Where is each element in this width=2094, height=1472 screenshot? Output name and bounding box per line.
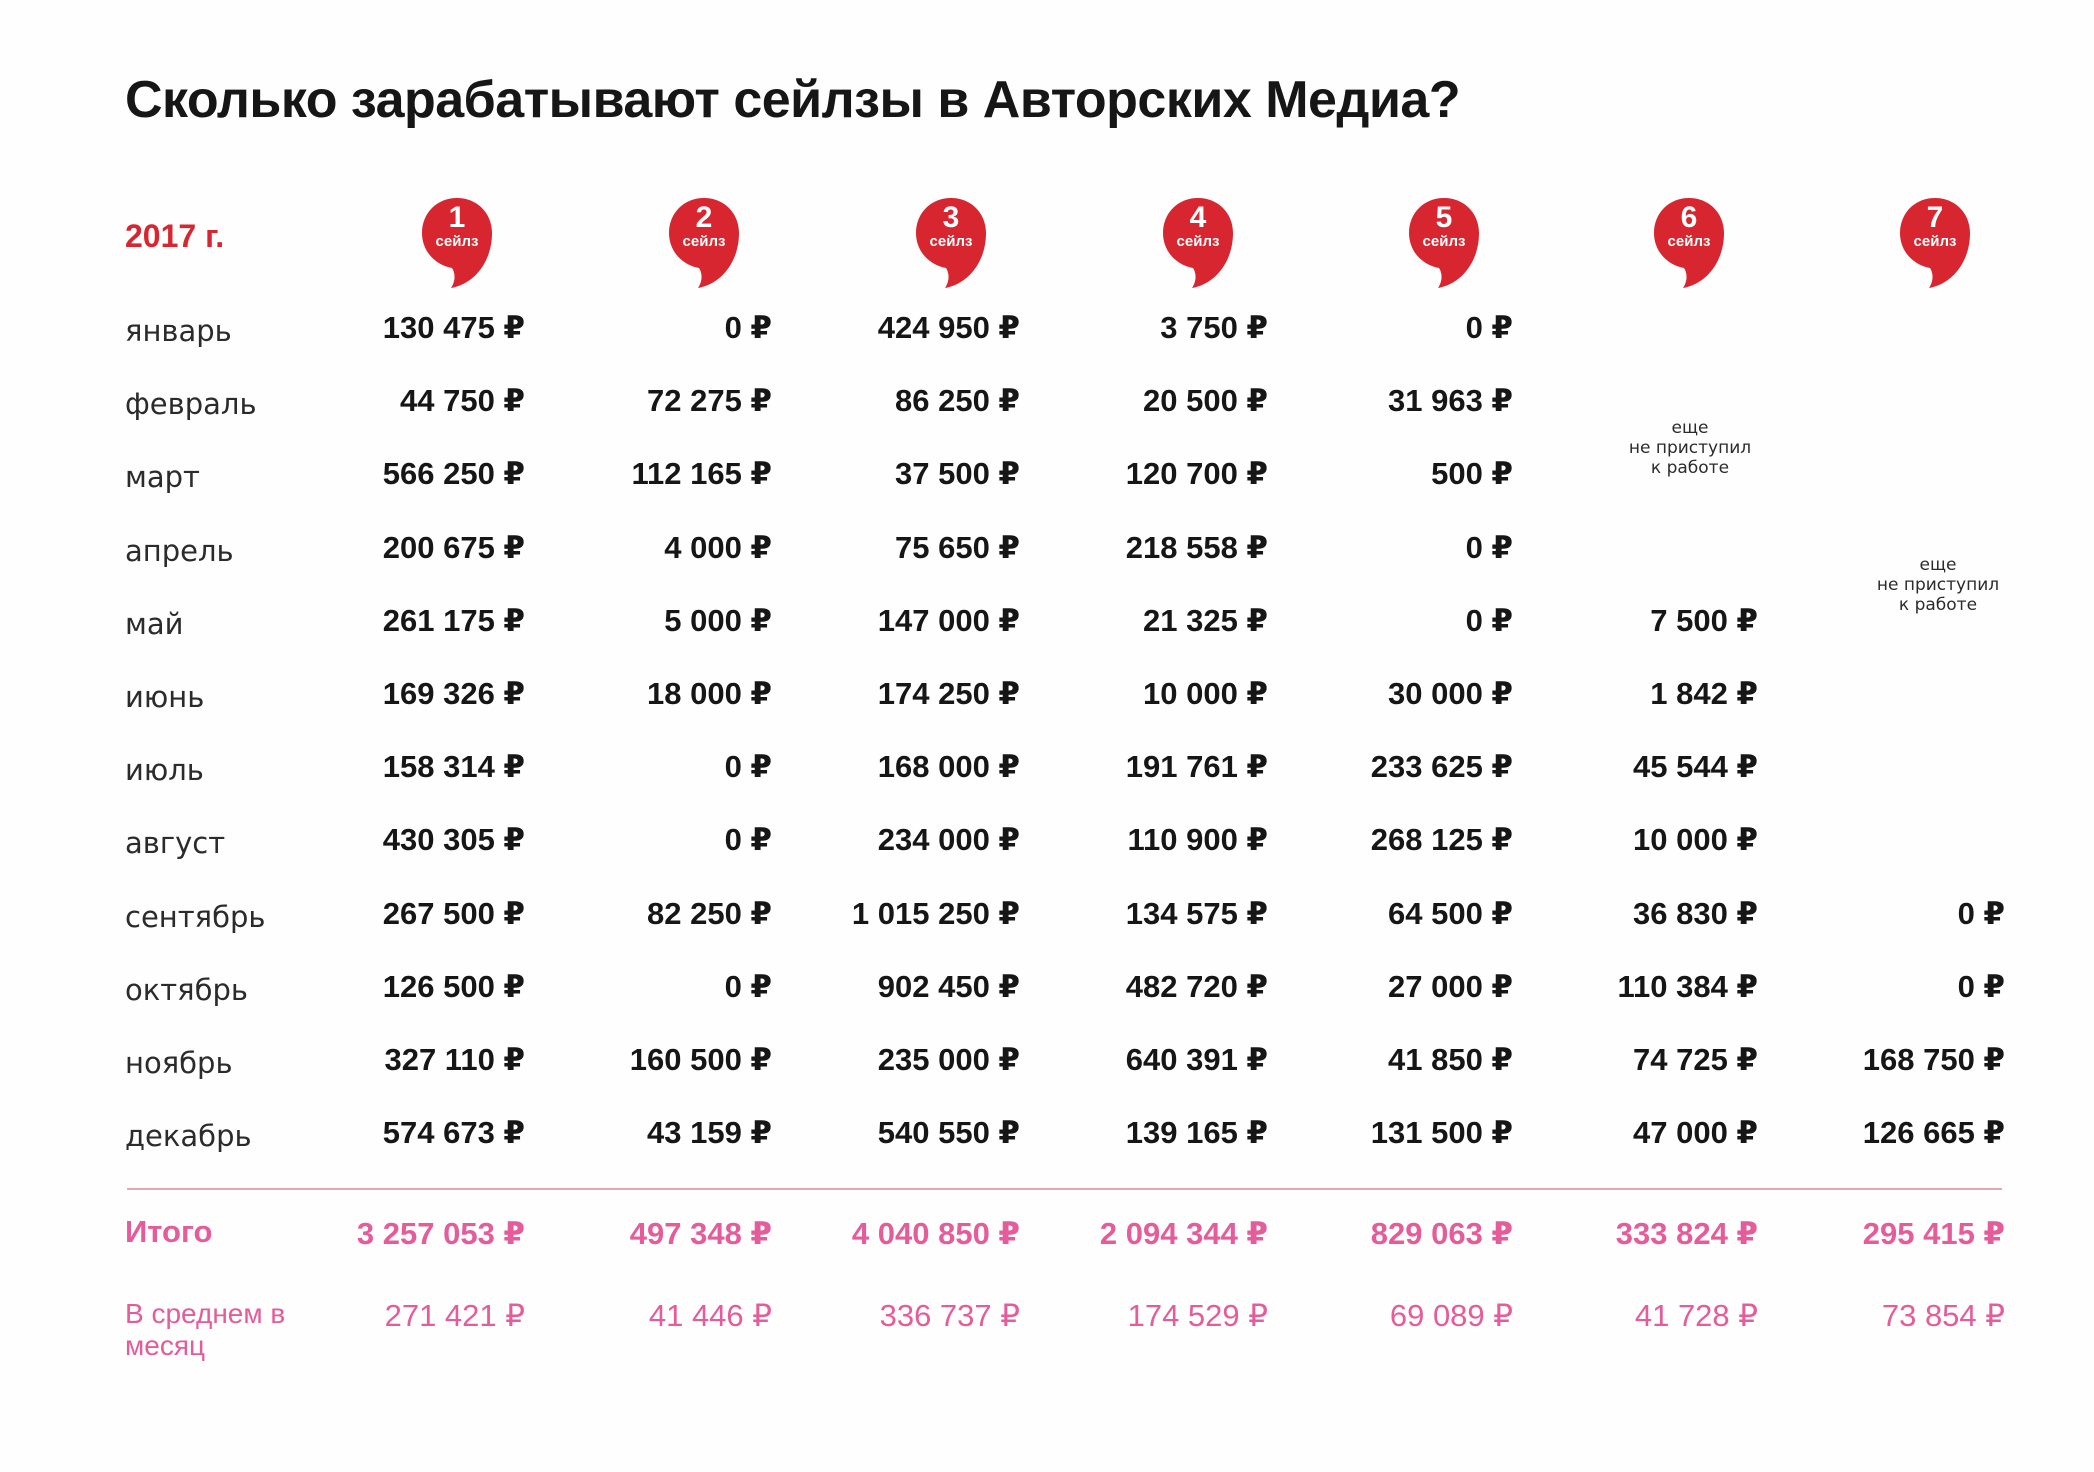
table-cell: 0 ₽ [1957, 968, 2005, 1004]
marker-label: сейлз [435, 233, 479, 250]
table-cell: 430 305 ₽ [382, 822, 525, 858]
table-cell: 500 ₽ [1431, 456, 1513, 492]
month-label: июнь [125, 680, 205, 714]
table-cell: 47 000 ₽ [1633, 1115, 1758, 1151]
marker-number: 6 [1680, 201, 1698, 234]
total-value: 829 063 ₽ [1370, 1216, 1513, 1251]
note-col6 [1600, 418, 1780, 478]
table-cell: 158 314 ₽ [382, 749, 525, 785]
table-cell: 10 000 ₽ [1633, 822, 1758, 858]
table-cell: 37 500 ₽ [895, 456, 1020, 492]
table-cell: 43 159 ₽ [647, 1115, 772, 1151]
table-cell: 174 250 ₽ [877, 676, 1020, 711]
marker-label: сейлз [1176, 233, 1220, 250]
salesperson-marker-2 [669, 198, 745, 290]
table-cell: 235 000 ₽ [877, 1042, 1020, 1077]
table-cell: 45 544 ₽ [1633, 749, 1758, 785]
table-cell: 169 326 ₽ [382, 676, 525, 711]
table-cell: 1 842 ₽ [1650, 676, 1758, 711]
table-cell: 86 250 ₽ [895, 383, 1020, 419]
salesperson-marker-4 [1163, 198, 1239, 290]
average-value: 69 089 ₽ [1389, 1298, 1513, 1333]
total-value: 333 824 ₽ [1615, 1216, 1758, 1251]
total-value: 2 094 344 ₽ [1099, 1216, 1268, 1251]
table-cell: 0 ₽ [724, 822, 772, 858]
average-value: 41 728 ₽ [1634, 1298, 1758, 1333]
table-cell: 72 275 ₽ [647, 383, 772, 419]
table-cell: 0 ₽ [724, 968, 772, 1004]
table-cell: 30 000 ₽ [1388, 676, 1513, 711]
table-cell: 267 500 ₽ [382, 895, 525, 931]
table-cell: 3 750 ₽ [1160, 310, 1268, 345]
marker-number: 2 [695, 201, 713, 234]
table-cell: 131 500 ₽ [1370, 1115, 1513, 1151]
table-cell: 218 558 ₽ [1125, 529, 1268, 565]
total-value: 3 257 053 ₽ [356, 1216, 525, 1251]
table-cell: 112 165 ₽ [631, 456, 772, 492]
salesperson-marker-3 [916, 198, 992, 290]
table-cell: 110 900 ₽ [1127, 822, 1268, 858]
table-cell: 0 ₽ [724, 749, 772, 785]
table-cell: 0 ₽ [1465, 529, 1513, 565]
table-cell: 566 250 ₽ [382, 456, 525, 492]
note-line: не приступил [1876, 575, 2000, 595]
table-cell: 41 850 ₽ [1388, 1042, 1513, 1077]
marker-number: 1 [448, 201, 466, 234]
note-line: еще [1919, 555, 1957, 575]
year-label: 2017 г. [125, 218, 225, 254]
table-cell: 120 700 ₽ [1125, 456, 1268, 492]
average-value: 271 421 ₽ [384, 1298, 525, 1333]
table-cell: 31 963 ₽ [1388, 383, 1513, 419]
marker-label: сейлз [682, 233, 726, 250]
table-cell: 27 000 ₽ [1388, 968, 1513, 1004]
month-label: январь [125, 314, 232, 348]
marker-number: 3 [942, 201, 960, 234]
table-cell: 130 475 ₽ [382, 310, 525, 345]
month-label: сентябрь [125, 899, 266, 934]
table-cell: 44 750 ₽ [400, 383, 525, 419]
month-label: октябрь [125, 972, 248, 1007]
marker-label: сейлз [1667, 233, 1711, 250]
month-label: март [125, 460, 200, 495]
table-cell: 21 325 ₽ [1143, 602, 1268, 638]
marker-number: 5 [1435, 201, 1453, 234]
table-cell: 10 000 ₽ [1143, 676, 1268, 711]
table-cell: 482 720 ₽ [1125, 968, 1268, 1004]
table-cell: 574 673 ₽ [382, 1115, 525, 1151]
marker-label: сейлз [929, 233, 973, 250]
table-cell: 540 550 ₽ [877, 1115, 1020, 1151]
table-cell: 64 500 ₽ [1388, 895, 1513, 931]
table-cell: 200 675 ₽ [382, 529, 525, 565]
month-label: декабрь [125, 1119, 252, 1154]
table-cell: 74 725 ₽ [1633, 1042, 1758, 1077]
table-cell: 0 ₽ [1957, 895, 2005, 931]
table-cell: 268 125 ₽ [1370, 822, 1513, 858]
table-cell: 36 830 ₽ [1633, 895, 1758, 931]
table-cell: 7 500 ₽ [1650, 602, 1758, 638]
table-cell: 160 500 ₽ [629, 1042, 772, 1077]
table-cell: 110 384 ₽ [1617, 968, 1758, 1004]
table-cell: 75 650 ₽ [895, 529, 1020, 565]
total-value: 4 040 850 ₽ [851, 1216, 1020, 1251]
table-cell: 0 ₽ [1465, 310, 1513, 345]
table-cell: 82 250 ₽ [647, 895, 772, 931]
average-value: 174 529 ₽ [1127, 1298, 1268, 1333]
marker-label: сейлз [1913, 233, 1957, 250]
table-cell: 234 000 ₽ [877, 822, 1020, 858]
totals-divider [127, 1188, 2002, 1190]
month-label: февраль [125, 387, 257, 422]
table-cell: 4 000 ₽ [664, 529, 772, 565]
table-cell: 168 000 ₽ [877, 749, 1020, 785]
note-line: к работе [1650, 458, 1730, 478]
note-line: к работе [1898, 595, 1978, 615]
marker-number: 7 [1926, 201, 1944, 234]
table-cell: 147 000 ₽ [877, 602, 1020, 638]
month-label: апрель [125, 533, 234, 568]
table-cell: 134 575 ₽ [1125, 895, 1268, 931]
note-col7 [1848, 555, 2028, 615]
month-label: август [125, 826, 226, 861]
salesperson-marker-1 [422, 198, 498, 290]
total-label: Итого [125, 1214, 213, 1249]
table-cell: 0 ₽ [724, 310, 772, 345]
table-cell: 1 015 250 ₽ [851, 895, 1020, 931]
marker-label: сейлз [1422, 233, 1466, 250]
table-cell: 327 110 ₽ [384, 1042, 525, 1077]
salesperson-marker-5 [1409, 198, 1485, 290]
note-line: не приступил [1628, 438, 1752, 458]
table-cell: 5 000 ₽ [664, 602, 772, 638]
table-cell: 424 950 ₽ [877, 310, 1020, 345]
table-cell: 902 450 ₽ [877, 968, 1020, 1004]
table-cell: 18 000 ₽ [647, 676, 772, 711]
total-value: 497 348 ₽ [629, 1216, 772, 1251]
table-cell: 640 391 ₽ [1125, 1042, 1268, 1077]
average-value: 41 446 ₽ [648, 1298, 772, 1333]
month-label: июль [125, 753, 204, 788]
month-label: май [125, 606, 184, 641]
table-cell: 191 761 ₽ [1125, 749, 1268, 785]
table-cell: 139 165 ₽ [1125, 1115, 1268, 1151]
average-value: 73 854 ₽ [1881, 1298, 2005, 1333]
table-cell: 126 500 ₽ [382, 968, 525, 1004]
salesperson-marker-7 [1900, 198, 1976, 290]
page-title: Сколько зарабатывают сейлзы в Авторских Медиа? [125, 71, 1461, 129]
marker-number: 4 [1189, 201, 1207, 234]
table-cell: 233 625 ₽ [1370, 749, 1513, 785]
note-line: еще [1671, 418, 1709, 438]
month-label: ноябрь [125, 1046, 233, 1080]
table-cell: 261 175 ₽ [382, 602, 525, 638]
table-cell: 126 665 ₽ [1862, 1115, 2005, 1151]
table-cell: 168 750 ₽ [1862, 1042, 2005, 1077]
average-value: 336 737 ₽ [879, 1298, 1020, 1333]
average-label: В среднем в месяц [125, 1298, 286, 1361]
total-value: 295 415 ₽ [1862, 1216, 2005, 1251]
salesperson-marker-6 [1654, 198, 1730, 290]
table-cell: 0 ₽ [1465, 602, 1513, 638]
table-cell: 20 500 ₽ [1143, 383, 1268, 419]
